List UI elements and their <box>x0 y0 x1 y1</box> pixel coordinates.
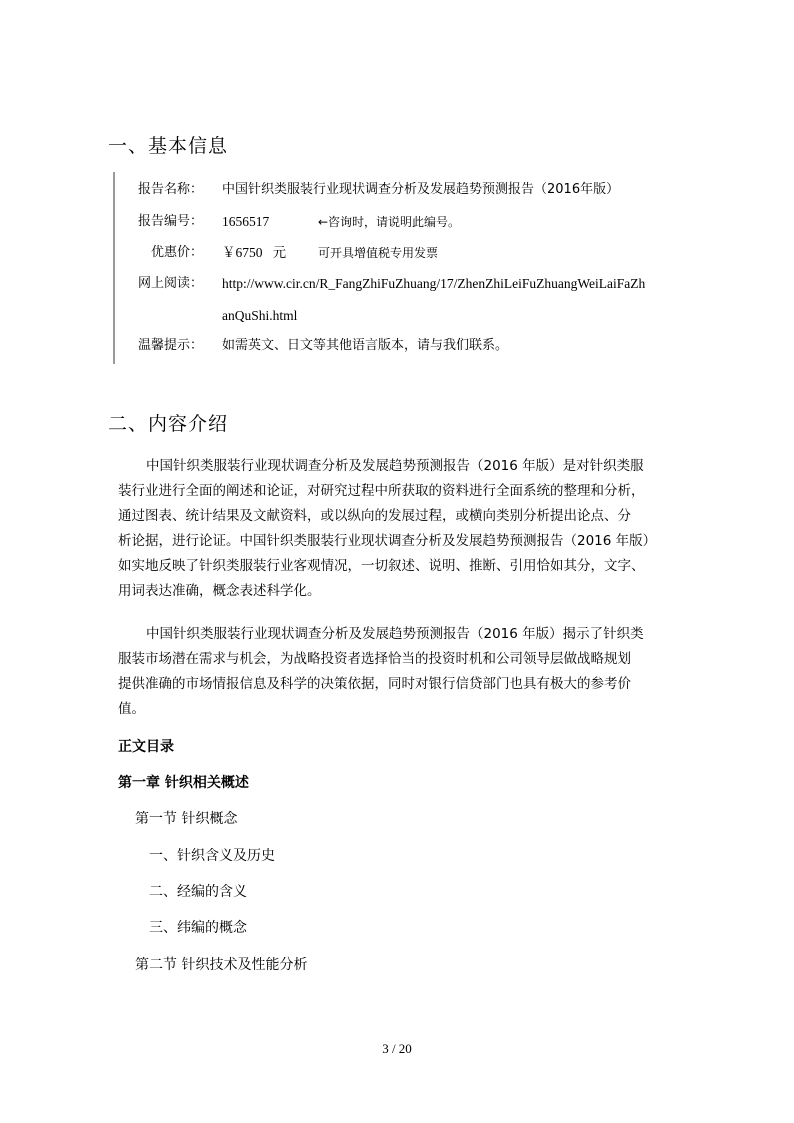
toc-section-1[interactable]: 第一节 针织概念 <box>135 811 238 827</box>
paragraph-line: 提供准确的市场情报信息及科学的决策依据，同时对银行信贷部门也具有极大的参考价 <box>118 676 631 692</box>
price-value: ￥6750 元 <box>222 245 287 260</box>
online-label: 网上阅读： <box>137 276 203 291</box>
paragraph-line: 用词表达准确，概念表述科学化。 <box>118 583 321 599</box>
paragraph-line: 析论据，进行论证。中国针织类服装行业现状调查分析及发展趋势预测报告（2016 年版） <box>118 533 657 549</box>
toc-item-1[interactable]: 一、针织含义及历史 <box>149 848 275 864</box>
report-no-note: ←咨询时，请说明此编号。 <box>318 215 461 229</box>
basic-info-box <box>113 172 705 364</box>
online-url-line1[interactable]: http://www.cir.cn/R_FangZhiFuZhuang/17/ZhenZhiLeiFuZhuangWeiLaiFaZh <box>222 276 646 291</box>
content-paragraph-2 <box>118 622 678 722</box>
price-label: 优惠价： <box>150 245 203 260</box>
content-paragraph-1 <box>118 454 678 604</box>
report-name-value: 中国针织类服装行业现状调查分析及发展趋势预测报告（2016年版） <box>222 182 620 197</box>
tip-value: 如需英文、日文等其他语言版本，请与我们联系。 <box>222 338 509 353</box>
report-name-label: 报告名称： <box>137 182 203 197</box>
paragraph-line: 通过图表、统计结果及文献资料，或以纵向的发展过程，或横向类别分析提出论点、分 <box>118 508 631 524</box>
report-no-label: 报告编号： <box>137 214 203 229</box>
price-note: 可开具增值税专用发票 <box>318 246 439 260</box>
paragraph-line: 值。 <box>118 701 145 717</box>
section-title-basic-info: 一、基本信息 <box>108 135 229 157</box>
toc-section-2[interactable]: 第二节 针织技术及性能分析 <box>135 957 308 973</box>
toc-item-2[interactable]: 二、经编的含义 <box>149 884 247 900</box>
paragraph-line: 如实地反映了针织类服装行业客观情况，一切叙述、说明、推断、引用恰如其分，文字、 <box>118 558 645 574</box>
section-title-content: 二、内容介绍 <box>108 413 229 435</box>
report-no-value: 1656517 <box>222 214 270 229</box>
toc-item-3[interactable]: 三、纬编的概念 <box>149 920 247 936</box>
toc-chapter-1[interactable]: 第一章 针织相关概述 <box>118 775 249 791</box>
online-url-line2[interactable]: anQuShi.html <box>222 308 298 323</box>
paragraph-line: 服装市场潜在需求与机会，为战略投资者选择恰当的投资时机和公司领导层做战略规划 <box>118 651 631 667</box>
paragraph-line: 中国针织类服装行业现状调查分析及发展趋势预测报告（2016 年版）是对针织类服 <box>146 458 644 474</box>
paragraph-line: 中国针织类服装行业现状调查分析及发展趋势预测报告（2016 年版）揭示了针织类 <box>146 626 644 642</box>
paragraph-line: 装行业进行全面的阐述和论证，对研究过程中所获取的资料进行全面系统的整理和分析， <box>118 483 645 499</box>
page-number: 3 / 20 <box>382 1041 412 1056</box>
toc-title: 正文目录 <box>118 739 174 755</box>
tip-label: 温馨提示： <box>137 338 203 353</box>
